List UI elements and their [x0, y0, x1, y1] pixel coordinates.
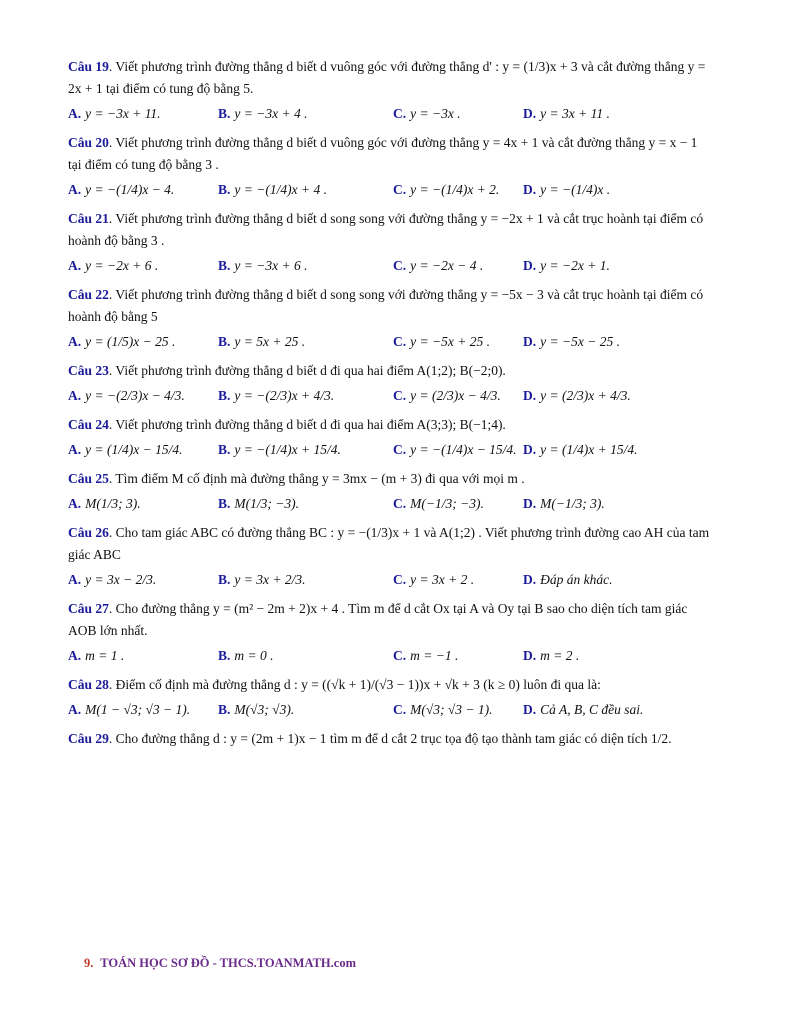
option-text: y = −2x + 1.	[540, 258, 610, 273]
option-letter: A.	[68, 182, 82, 197]
question-text: . Điểm cố định mà đường thẳng d : y = ((√k + 1)/(√3 − 1))x + √k + 3 (k ≥ 0) luôn đi qua là:	[108, 677, 601, 692]
option-letter: D.	[523, 496, 537, 511]
question-text: . Cho tam giác ABC có đường thẳng BC : y = −(1/3)x + 1 và A(1;2) . Viết phương trình đường cao AH của tam giác ABC	[68, 525, 710, 562]
option-letter: B.	[218, 388, 231, 403]
answer-options	[68, 438, 710, 462]
option-text: M(−1/3; −3).	[410, 496, 484, 511]
answer-option[interactable]	[68, 698, 218, 722]
answer-option[interactable]	[393, 254, 523, 278]
answer-option[interactable]	[218, 102, 393, 126]
option-letter: C.	[393, 182, 407, 197]
option-letter: B.	[218, 106, 231, 121]
answer-option[interactable]	[393, 178, 523, 202]
answer-options	[68, 254, 710, 278]
question-label: Câu 26	[68, 525, 109, 540]
option-letter: A.	[68, 648, 82, 663]
question-block	[68, 208, 710, 278]
answer-option[interactable]	[523, 102, 703, 126]
answer-option[interactable]	[393, 568, 523, 592]
footer-text: TOÁN HỌC SƠ ĐỒ - THCS.TOANMATH.com	[100, 956, 356, 970]
answer-option[interactable]	[393, 644, 523, 668]
answer-option[interactable]	[523, 698, 703, 722]
question-stem	[68, 208, 710, 252]
question-stem	[68, 56, 710, 100]
option-letter: D.	[523, 258, 537, 273]
option-text: y = (2/3)x − 4/3.	[410, 388, 501, 403]
option-text: y = 5x + 25 .	[234, 334, 306, 349]
answer-option[interactable]	[218, 698, 393, 722]
option-text: y = 3x + 2/3.	[234, 572, 306, 587]
question-text: . Viết phương trình đường thẳng d biết d đi qua hai điểm A(3;3); B(−1;4).	[108, 417, 506, 432]
question-stem	[68, 414, 710, 436]
question-stem	[68, 522, 710, 566]
option-letter: B.	[218, 702, 231, 717]
option-letter: A.	[68, 334, 82, 349]
answer-option[interactable]	[68, 492, 218, 516]
question-block	[68, 414, 710, 462]
answer-option[interactable]	[68, 384, 218, 408]
answer-options	[68, 644, 710, 668]
answer-option[interactable]	[68, 330, 218, 354]
option-text: y = −2x − 4 .	[410, 258, 484, 273]
option-text: M(1 − √3; √3 − 1).	[85, 702, 191, 717]
option-letter: D.	[523, 388, 537, 403]
option-text: y = −5x − 25 .	[540, 334, 620, 349]
page-number: 9.	[84, 956, 94, 970]
option-letter: A.	[68, 496, 82, 511]
answer-option[interactable]	[523, 178, 703, 202]
question-text: . Cho đường thẳng d : y = (2m + 1)x − 1 tìm m để d cắt 2 trục tọa độ tạo thành tam giác có diện tích 1/2.	[108, 731, 672, 746]
option-letter: B.	[218, 572, 231, 587]
option-text: y = (1/4)x − 15/4.	[85, 442, 183, 457]
answer-option[interactable]	[523, 384, 703, 408]
question-block	[68, 284, 710, 354]
option-letter: B.	[218, 648, 231, 663]
question-text: . Tìm điểm M cố định mà đường thẳng y = 3mx − (m + 3) đi qua với mọi m .	[108, 471, 525, 486]
option-text: y = −(1/4)x − 15/4.	[410, 442, 517, 457]
question-text: . Cho đường thẳng y = (m² − 2m + 2)x + 4 . Tìm m để d cắt Ox tại A và Oy tại B sao cho diện tích tam giác AOB lớn nhất.	[68, 601, 688, 638]
option-text: M(−1/3; 3).	[540, 496, 605, 511]
option-text: Đáp án khác.	[540, 572, 613, 587]
answer-option[interactable]	[68, 178, 218, 202]
question-stem	[68, 284, 710, 328]
question-stem	[68, 674, 710, 696]
option-letter: C.	[393, 442, 407, 457]
option-letter: B.	[218, 182, 231, 197]
answer-option[interactable]	[393, 330, 523, 354]
answer-option[interactable]	[523, 254, 703, 278]
option-letter: C.	[393, 572, 407, 587]
option-letter: D.	[523, 334, 537, 349]
option-text: y = −(1/4)x + 4 .	[234, 182, 327, 197]
question-label: Câu 25	[68, 471, 109, 486]
option-text: Cả A, B, C đều sai.	[540, 702, 644, 717]
question-block	[68, 522, 710, 592]
option-letter: B.	[218, 496, 231, 511]
option-letter: C.	[393, 388, 407, 403]
option-text: y = −5x + 25 .	[410, 334, 490, 349]
question-stem	[68, 468, 710, 490]
option-letter: C.	[393, 648, 407, 663]
option-letter: C.	[393, 106, 407, 121]
answer-option[interactable]	[523, 644, 703, 668]
answer-option[interactable]	[393, 384, 523, 408]
option-letter: C.	[393, 702, 407, 717]
option-letter: B.	[218, 442, 231, 457]
option-letter: D.	[523, 702, 537, 717]
option-letter: D.	[523, 572, 537, 587]
answer-options	[68, 330, 710, 354]
option-text: y = −(1/4)x + 2.	[410, 182, 500, 197]
question-block	[68, 598, 710, 668]
question-block	[68, 360, 710, 408]
answer-options	[68, 492, 710, 516]
option-letter: C.	[393, 496, 407, 511]
answer-options	[68, 178, 710, 202]
answer-option[interactable]	[218, 568, 393, 592]
option-letter: B.	[218, 258, 231, 273]
option-text: y = −(1/4)x + 15/4.	[234, 442, 341, 457]
question-text: . Viết phương trình đường thẳng d biết d đi qua hai điểm A(1;2); B(−2;0).	[108, 363, 506, 378]
answer-option[interactable]	[68, 568, 218, 592]
option-text: y = 3x + 11 .	[540, 106, 610, 121]
answer-option[interactable]	[218, 254, 393, 278]
option-text: y = 3x + 2 .	[410, 572, 475, 587]
option-text: y = −(2/3)x − 4/3.	[85, 388, 185, 403]
question-label: Câu 23	[68, 363, 109, 378]
option-letter: D.	[523, 106, 537, 121]
answer-option[interactable]	[523, 492, 703, 516]
option-text: m = 1 .	[85, 648, 125, 663]
option-text: M(√3; √3).	[234, 702, 295, 717]
answer-option[interactable]	[523, 330, 703, 354]
answer-option[interactable]	[218, 492, 393, 516]
option-text: y = (1/4)x + 15/4.	[540, 442, 638, 457]
option-text: m = 0 .	[234, 648, 274, 663]
answer-option[interactable]	[218, 178, 393, 202]
option-text: y = −(2/3)x + 4/3.	[234, 388, 335, 403]
question-label: Câu 19	[68, 59, 109, 74]
question-label: Câu 21	[68, 211, 109, 226]
option-letter: A.	[68, 258, 82, 273]
answer-options	[68, 102, 710, 126]
answer-options	[68, 698, 710, 722]
option-text: y = −3x + 6 .	[234, 258, 308, 273]
option-letter: D.	[523, 648, 537, 663]
answer-option[interactable]	[68, 254, 218, 278]
worksheet-page	[68, 56, 710, 756]
question-text: . Viết phương trình đường thẳng d biết d song song với đường thẳng y = −2x + 1 và cắt trục hoành tại điểm có hoành độ bằng 3 .	[68, 211, 704, 248]
question-stem	[68, 360, 710, 382]
question-block	[68, 56, 710, 126]
option-text: y = −(1/4)x .	[540, 182, 611, 197]
page-footer	[84, 956, 356, 971]
question-label: Câu 29	[68, 731, 109, 746]
option-text: y = −(1/4)x − 4.	[85, 182, 175, 197]
option-text: y = −3x + 4 .	[234, 106, 308, 121]
option-text: M(1/3; −3).	[234, 496, 299, 511]
answer-option[interactable]	[393, 102, 523, 126]
option-text: y = −3x .	[410, 106, 461, 121]
option-letter: D.	[523, 442, 537, 457]
question-block	[68, 728, 710, 750]
answer-options	[68, 384, 710, 408]
option-text: y = (2/3)x + 4/3.	[540, 388, 631, 403]
option-letter: A.	[68, 388, 82, 403]
question-stem	[68, 728, 710, 750]
option-letter: D.	[523, 182, 537, 197]
question-text: . Viết phương trình đường thẳng d biết d vuông góc với đường thẳng d' : y = (1/3)x + 3 và cắt đường thẳng y = 2x + 1 tại điểm có tung độ bằng 5.	[68, 59, 706, 96]
answer-option[interactable]	[393, 438, 523, 462]
question-label: Câu 28	[68, 677, 109, 692]
answer-option[interactable]	[68, 438, 218, 462]
answer-option[interactable]	[523, 568, 703, 592]
answer-option[interactable]	[393, 698, 523, 722]
option-letter: A.	[68, 442, 82, 457]
answer-option[interactable]	[218, 438, 393, 462]
question-label: Câu 20	[68, 135, 109, 150]
question-block	[68, 132, 710, 202]
answer-option[interactable]	[68, 644, 218, 668]
option-text: m = −1 .	[410, 648, 459, 663]
question-text: . Viết phương trình đường thẳng d biết d song song với đường thẳng y = −5x − 3 và cắt trục hoành tại điểm có hoành độ bằng 5	[68, 287, 704, 324]
option-letter: A.	[68, 702, 82, 717]
option-letter: A.	[68, 572, 82, 587]
option-text: m = 2 .	[540, 648, 580, 663]
option-letter: C.	[393, 334, 407, 349]
option-text: M(√3; √3 − 1).	[410, 702, 493, 717]
option-letter: C.	[393, 258, 407, 273]
question-block	[68, 674, 710, 722]
answer-option[interactable]	[393, 492, 523, 516]
answer-option[interactable]	[218, 644, 393, 668]
option-text: y = 3x − 2/3.	[85, 572, 157, 587]
question-stem	[68, 598, 710, 642]
answer-option[interactable]	[218, 384, 393, 408]
question-stem	[68, 132, 710, 176]
question-label: Câu 24	[68, 417, 109, 432]
option-text: y = (1/5)x − 25 .	[85, 334, 176, 349]
question-label: Câu 22	[68, 287, 109, 302]
option-text: y = −2x + 6 .	[85, 258, 159, 273]
answer-options	[68, 568, 710, 592]
option-letter: A.	[68, 106, 82, 121]
answer-option[interactable]	[523, 438, 703, 462]
option-letter: B.	[218, 334, 231, 349]
question-label: Câu 27	[68, 601, 109, 616]
option-text: M(1/3; 3).	[85, 496, 141, 511]
answer-option[interactable]	[68, 102, 218, 126]
question-text: . Viết phương trình đường thẳng d biết d vuông góc với đường thẳng y = 4x + 1 và cắt đường thẳng y = x − 1 tại điểm có tung độ bằng 3 .	[68, 135, 698, 172]
answer-option[interactable]	[218, 330, 393, 354]
option-text: y = −3x + 11.	[85, 106, 161, 121]
question-block	[68, 468, 710, 516]
